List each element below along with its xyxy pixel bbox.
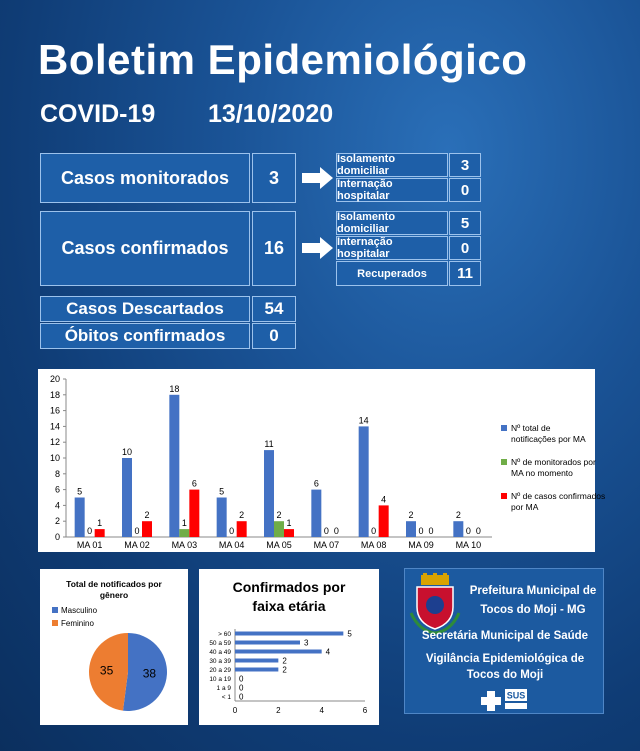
x-tick-label: 6 — [362, 706, 368, 715]
y-tick-label: 50 a 59 — [209, 640, 231, 647]
y-tick-label: 8 — [54, 468, 60, 479]
y-tick-label: 6 — [54, 484, 60, 495]
sus-label: SUS — [506, 690, 526, 701]
data-label: 2 — [276, 510, 282, 521]
age-chart — [199, 569, 379, 725]
prefeitura-line2: Tocos do Moji - MG — [480, 604, 586, 616]
x-tick-label: MA 02 — [124, 540, 150, 550]
bar — [75, 498, 85, 538]
legend-swatch — [52, 607, 58, 613]
bar — [235, 650, 322, 654]
data-label: 6 — [313, 478, 319, 489]
x-tick-label: MA 10 — [455, 540, 482, 550]
data-label: 6 — [191, 478, 197, 489]
confirmados-isolamento-value: 5 — [449, 211, 481, 235]
bar — [217, 498, 227, 538]
legend-swatch — [501, 425, 507, 431]
y-tick-label: 14 — [49, 421, 60, 432]
bar — [169, 395, 179, 537]
x-tick-label: MA 05 — [266, 540, 292, 550]
monitorados-value: 3 — [252, 153, 296, 203]
bar — [142, 521, 152, 537]
bar — [179, 529, 189, 537]
data-label: 0 — [239, 683, 244, 693]
sus-logo-icon — [481, 687, 529, 711]
age-chart-panel — [199, 569, 379, 725]
data-label: 0 — [418, 526, 424, 536]
y-tick-label: 12 — [49, 437, 60, 448]
y-tick-label: 4 — [54, 500, 60, 511]
bar — [189, 490, 199, 537]
x-tick-label: MA 03 — [171, 540, 198, 550]
x-tick-label: MA 08 — [360, 540, 387, 550]
bar — [235, 668, 278, 672]
bar — [122, 458, 132, 537]
data-label: 0 — [87, 526, 93, 536]
vigilancia-line2: Tocos do Moji — [466, 669, 544, 681]
data-label: 0 — [134, 526, 140, 536]
y-tick-label: 20 a 29 — [209, 667, 231, 674]
y-tick-label: 0 — [54, 532, 60, 542]
y-tick-label: 30 a 39 — [209, 658, 231, 665]
y-tick-label: 18 — [49, 389, 60, 400]
y-tick-label: 16 — [49, 405, 60, 416]
y-tick-label: < 1 — [221, 694, 231, 701]
pie-chart — [40, 569, 188, 725]
y-tick-label: 2 — [54, 516, 60, 527]
pie-title-line2: gênero — [99, 590, 129, 600]
data-label: 4 — [381, 494, 387, 505]
confirmados-value: 16 — [252, 211, 296, 286]
data-label: 1 — [97, 518, 103, 529]
y-tick-label: 40 a 49 — [209, 649, 231, 656]
data-label: 5 — [347, 629, 352, 639]
data-label: 14 — [358, 415, 369, 426]
legend-label: Masculino — [61, 606, 98, 615]
descartados-label: Casos Descartados — [40, 296, 250, 322]
x-tick-label: 2 — [276, 706, 281, 715]
data-label: 3 — [304, 638, 309, 648]
legend-label: Feminino — [61, 619, 94, 628]
bar — [95, 529, 105, 537]
secretaria-text: Secretária Municipal de Saúde — [421, 630, 589, 642]
bar — [237, 521, 247, 537]
bar — [235, 659, 278, 663]
legend-swatch — [501, 493, 507, 499]
data-label: 10 — [121, 447, 133, 457]
confirmados-label: Casos confirmados — [40, 211, 250, 286]
monitorados-isolamento-value: 3 — [449, 153, 481, 177]
bar — [235, 632, 343, 636]
confirmados-recuperados-label: Recuperados — [336, 261, 448, 286]
y-tick-label: 10 — [49, 453, 60, 463]
bar — [453, 521, 463, 537]
x-tick-label: 4 — [319, 706, 324, 715]
age-title-line1: Confirmados por — [232, 579, 346, 595]
data-label: 0 — [239, 692, 244, 702]
y-tick-label: > 60 — [218, 631, 231, 638]
data-label: 5 — [219, 486, 225, 497]
bar — [406, 521, 416, 537]
institution-panel — [404, 568, 604, 714]
legend-swatch — [52, 620, 58, 626]
obitos-value: 0 — [252, 323, 296, 349]
legend-swatch — [501, 459, 507, 465]
bar — [284, 529, 294, 537]
data-label: 0 — [465, 526, 471, 536]
arrow-right-icon — [300, 236, 334, 260]
arrow-right-icon — [300, 166, 334, 190]
obitos-label: Óbitos confirmados — [40, 323, 250, 349]
data-label: 2 — [282, 656, 287, 666]
monitorados-isolamento-label: Isolamento domiciliar — [336, 153, 448, 177]
bar — [379, 505, 389, 537]
pie-value-label: 38 — [142, 666, 157, 681]
data-label: 0 — [323, 526, 329, 536]
confirmados-recuperados-value: 11 — [449, 261, 481, 286]
data-label: 1 — [286, 518, 292, 529]
x-tick-label: 0 — [232, 706, 238, 715]
x-tick-label: MA 04 — [218, 540, 245, 550]
data-label: 5 — [77, 486, 83, 497]
page-title: Boletim Epidemiológico — [38, 36, 528, 83]
y-tick-label: 20 — [49, 374, 60, 384]
x-tick-label: MA 07 — [313, 540, 340, 550]
data-label: 11 — [264, 439, 274, 450]
coat-of-arms-icon — [409, 573, 461, 635]
pie-chart-panel — [40, 569, 188, 725]
bar — [264, 450, 274, 537]
data-label: 2 — [144, 510, 150, 521]
legend-label: Nº de monitorados por MA no momento — [511, 457, 596, 478]
data-label: 2 — [239, 510, 245, 521]
data-label: 0 — [229, 526, 235, 536]
subtitle: COVID-19 — [40, 100, 156, 128]
confirmados-isolamento-label: Isolamento domiciliar — [336, 211, 448, 235]
data-label: 0 — [333, 526, 339, 536]
bar-chart — [38, 369, 606, 552]
bar — [359, 426, 369, 537]
y-tick-label: 10 a 19 — [209, 676, 231, 683]
data-label: 0 — [371, 526, 377, 536]
data-label: 2 — [282, 665, 287, 675]
x-tick-label: MA 09 — [408, 540, 434, 550]
x-tick-label: MA 01 — [76, 540, 103, 550]
prefeitura-line1: Prefeitura Municipal de — [469, 585, 597, 597]
pie-title-line1: Total de notificados por — [66, 579, 162, 589]
data-label: 18 — [169, 383, 180, 394]
descartados-value: 54 — [252, 296, 296, 322]
monitorados-internacao-value: 0 — [449, 178, 481, 202]
pie-value-label: 35 — [99, 663, 114, 678]
bar — [274, 521, 284, 537]
data-label: 2 — [455, 510, 461, 521]
report-date: 13/10/2020 — [208, 100, 334, 128]
legend-label: Nº total de notificações por MA — [511, 423, 586, 444]
monitorados-label: Casos monitorados — [40, 153, 250, 203]
confirmados-internacao-label: Internação hospitalar — [336, 236, 448, 260]
y-tick-label: 1 a 9 — [216, 685, 231, 692]
monitorados-internacao-label: Internação hospitalar — [336, 178, 448, 202]
data-label: 0 — [428, 526, 434, 536]
data-label: 1 — [181, 518, 187, 529]
bar — [235, 641, 300, 645]
bar — [311, 490, 321, 537]
age-title-line2: faixa etária — [252, 598, 326, 614]
data-label: 0 — [475, 526, 481, 536]
legend-label: Nº de casos confirmados por MA — [511, 491, 606, 512]
vigilancia-line1: Vigilância Epidemiológica de — [425, 653, 585, 665]
confirmados-internacao-value: 0 — [449, 236, 481, 260]
data-label: 2 — [408, 510, 414, 521]
data-label: 0 — [239, 674, 244, 684]
data-label: 4 — [325, 647, 331, 657]
bar-chart-panel — [38, 369, 606, 552]
